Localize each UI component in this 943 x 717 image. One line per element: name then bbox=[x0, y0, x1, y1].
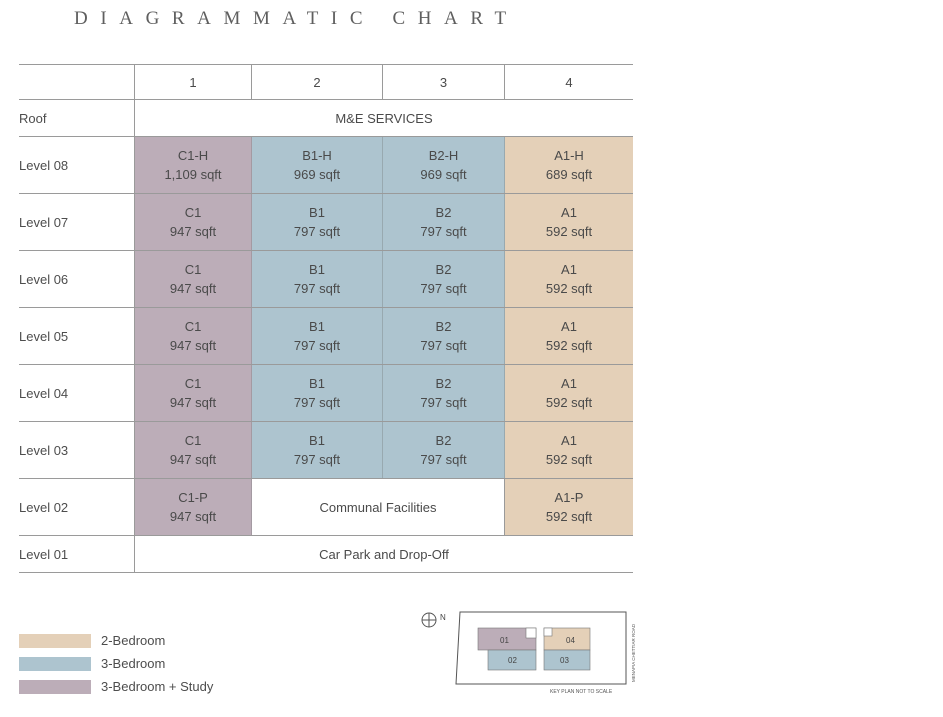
unit-area: 797 sqft bbox=[420, 452, 467, 467]
unit-cell bbox=[383, 251, 505, 307]
level-row-05 bbox=[19, 308, 633, 365]
unit-area: 947 sqft bbox=[169, 452, 217, 467]
unit-area: 947 sqft bbox=[169, 338, 217, 353]
block-01-notch bbox=[526, 628, 536, 638]
unit-cell bbox=[505, 194, 633, 250]
row-label: Level 01 bbox=[19, 536, 135, 572]
legend-label: 2-Bedroom bbox=[101, 633, 166, 648]
unit-area: 797 sqft bbox=[293, 395, 341, 410]
level-row-01 bbox=[19, 536, 633, 573]
unit-cell bbox=[505, 479, 633, 535]
level-row-04 bbox=[19, 365, 633, 422]
block-label-04: 04 bbox=[566, 636, 575, 645]
row-label: Level 06 bbox=[19, 251, 135, 307]
unit-name: C1-P bbox=[178, 490, 208, 505]
unit-area: 969 sqft bbox=[420, 167, 467, 182]
unit-cell bbox=[505, 308, 633, 364]
unit-cell bbox=[383, 194, 505, 250]
row-label: Level 03 bbox=[19, 422, 135, 478]
unit-area: 947 sqft bbox=[169, 509, 217, 524]
legend-label: 3-Bedroom + Study bbox=[101, 679, 214, 694]
unit-cell bbox=[383, 365, 505, 421]
north-label: N bbox=[440, 613, 446, 622]
unit-area: 947 sqft bbox=[169, 224, 217, 239]
unit-name: B2 bbox=[435, 205, 452, 220]
unit-name: B1 bbox=[309, 376, 325, 391]
unit-cell bbox=[505, 365, 633, 421]
unit-name: C1 bbox=[184, 376, 202, 391]
unit-cell bbox=[252, 194, 383, 250]
unit-area: 689 sqft bbox=[545, 167, 593, 182]
diagrammatic-chart-table bbox=[19, 64, 633, 573]
column-header-4: 4 bbox=[505, 65, 633, 99]
unit-cell bbox=[505, 422, 633, 478]
me-services-cell: M&E SERVICES bbox=[135, 100, 633, 136]
unit-name: B2 bbox=[435, 376, 452, 391]
unit-name: C1 bbox=[184, 319, 202, 334]
row-label: Level 05 bbox=[19, 308, 135, 364]
unit-area: 592 sqft bbox=[545, 509, 593, 524]
level-row-08 bbox=[19, 137, 633, 194]
unit-area: 592 sqft bbox=[545, 395, 593, 410]
column-header-row bbox=[19, 64, 633, 100]
unit-area: 947 sqft bbox=[169, 395, 217, 410]
unit-area: 797 sqft bbox=[420, 224, 467, 239]
legend-swatch bbox=[19, 634, 91, 648]
unit-cell bbox=[135, 308, 252, 364]
level-row-07 bbox=[19, 194, 633, 251]
block-label-02: 02 bbox=[508, 656, 517, 665]
key-plan-note: KEY PLAN NOT TO SCALE bbox=[550, 689, 613, 695]
unit-area: 592 sqft bbox=[545, 452, 593, 467]
row-label-roof: Roof bbox=[19, 100, 135, 136]
column-header-2: 2 bbox=[252, 65, 383, 99]
unit-cell bbox=[252, 251, 383, 307]
page-title: DIAGRAMMATIC CHART bbox=[74, 8, 519, 29]
row-label: Level 08 bbox=[19, 137, 135, 193]
legend-item-3-bedroom-study bbox=[19, 679, 213, 694]
unit-cell bbox=[135, 251, 252, 307]
unit-name: B1 bbox=[309, 319, 325, 334]
unit-cell bbox=[135, 137, 252, 193]
key-plan bbox=[416, 606, 646, 706]
unit-area: 592 sqft bbox=[545, 224, 593, 239]
unit-name: A1-P bbox=[554, 490, 584, 505]
header-corner bbox=[19, 65, 135, 99]
unit-name: A1 bbox=[561, 376, 577, 391]
unit-area: 1,109 sqft bbox=[164, 167, 222, 182]
unit-area: 592 sqft bbox=[545, 281, 593, 296]
unit-area: 797 sqft bbox=[293, 338, 341, 353]
unit-name: A1 bbox=[561, 433, 577, 448]
unit-cell bbox=[135, 365, 252, 421]
unit-area: 797 sqft bbox=[293, 224, 341, 239]
unit-name: B2-H bbox=[428, 148, 459, 163]
level-row-02 bbox=[19, 479, 633, 536]
legend-swatch bbox=[19, 657, 91, 671]
unit-name: B2 bbox=[435, 319, 452, 334]
row-label: Level 04 bbox=[19, 365, 135, 421]
legend-item-3-bedroom bbox=[19, 656, 165, 671]
unit-cell bbox=[252, 365, 383, 421]
unit-name: C1 bbox=[184, 205, 202, 220]
level-row-06 bbox=[19, 251, 633, 308]
unit-cell bbox=[252, 422, 383, 478]
car-park-cell: Car Park and Drop-Off bbox=[135, 536, 633, 572]
column-header-3: 3 bbox=[383, 65, 505, 99]
unit-cell bbox=[252, 137, 383, 193]
unit-area: 592 sqft bbox=[545, 338, 593, 353]
unit-cell bbox=[505, 137, 633, 193]
unit-area: 797 sqft bbox=[420, 338, 467, 353]
unit-cell bbox=[135, 194, 252, 250]
unit-area: 797 sqft bbox=[293, 452, 341, 467]
legend-label: 3-Bedroom bbox=[101, 656, 166, 671]
road-label: MENAPIA CHETTIAR ROAD bbox=[631, 623, 636, 682]
unit-cell bbox=[135, 422, 252, 478]
unit-name: B1 bbox=[309, 205, 325, 220]
roof-row bbox=[19, 100, 633, 137]
north-arrow-icon bbox=[422, 613, 446, 627]
unit-name: B1 bbox=[309, 433, 325, 448]
level-row-03 bbox=[19, 422, 633, 479]
unit-cell bbox=[505, 251, 633, 307]
unit-area: 969 sqft bbox=[293, 167, 341, 182]
communal-facilities-cell: Communal Facilities bbox=[252, 479, 505, 535]
unit-area: 797 sqft bbox=[293, 281, 341, 296]
row-label: Level 02 bbox=[19, 479, 135, 535]
unit-name: A1-H bbox=[554, 148, 584, 163]
legend-item-2-bedroom bbox=[19, 633, 165, 648]
unit-name: C1-H bbox=[177, 148, 209, 163]
unit-name: C1 bbox=[184, 262, 202, 277]
unit-area: 797 sqft bbox=[420, 281, 467, 296]
unit-name: B2 bbox=[435, 262, 452, 277]
unit-name: C1 bbox=[184, 433, 202, 448]
block-label-01: 01 bbox=[500, 636, 509, 645]
unit-area: 797 sqft bbox=[420, 395, 467, 410]
block-04-notch bbox=[544, 628, 552, 636]
unit-cell bbox=[383, 137, 505, 193]
unit-area: 947 sqft bbox=[169, 281, 217, 296]
unit-name: A1 bbox=[561, 205, 577, 220]
unit-cell bbox=[383, 308, 505, 364]
unit-name: A1 bbox=[561, 319, 577, 334]
column-header-1: 1 bbox=[135, 65, 252, 99]
unit-name: A1 bbox=[561, 262, 577, 277]
unit-cell bbox=[135, 479, 252, 535]
unit-cell bbox=[383, 422, 505, 478]
unit-name: B2 bbox=[435, 433, 452, 448]
block-label-03: 03 bbox=[560, 656, 569, 665]
legend-swatch bbox=[19, 680, 91, 694]
row-label: Level 07 bbox=[19, 194, 135, 250]
unit-cell bbox=[252, 308, 383, 364]
unit-name: B1-H bbox=[302, 148, 332, 163]
unit-name: B1 bbox=[309, 262, 325, 277]
